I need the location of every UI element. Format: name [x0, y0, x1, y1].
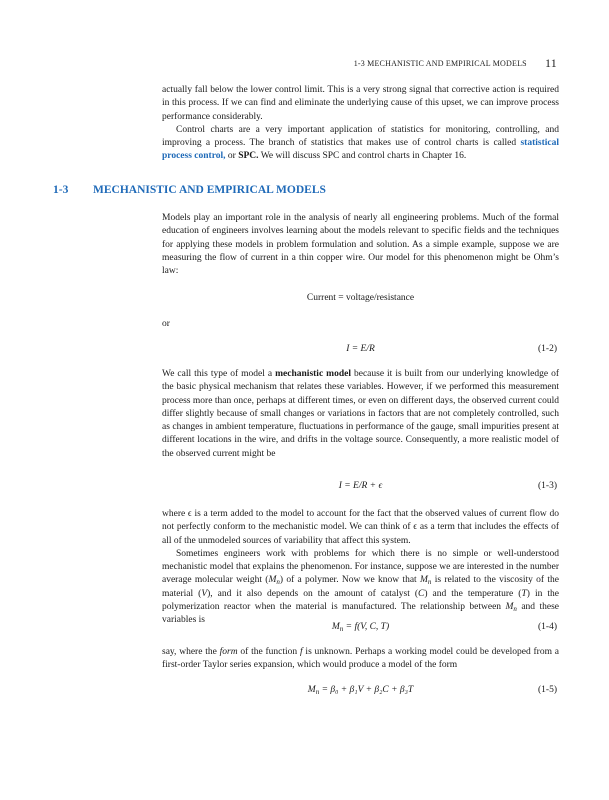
equation-label: (1-4): [538, 622, 557, 632]
section-heading: [53, 184, 326, 196]
equation-label: (1-5): [538, 685, 557, 695]
lower-paragraphs: [162, 508, 559, 628]
term-spc: SPC.: [238, 151, 259, 162]
term-mechanistic-model: mechanistic model: [275, 369, 351, 379]
top-paragraphs: [162, 84, 559, 164]
page-number: 11: [545, 56, 557, 70]
paragraph-control-charts: Control charts are a very important application of statistics for monitoring, controlling, and improving a process. The branch of statistics that makes use of control charts is called statistical process control, or SPC. We will discuss SPC and control charts in Chapter 16.: [162, 124, 559, 162]
equation-expression: I = E/R + ϵ: [338, 481, 383, 491]
equation-label: (1-3): [538, 481, 557, 491]
paragraph-control-limit: actually fall below the lower control limit. This is a very strong signal that corrective action is required in this process. If we can find and eliminate the underlying cause of this upset, we can improve process performance considerably.: [162, 85, 559, 122]
running-title: 1-3 MECHANISTIC AND EMPIRICAL MODELS: [353, 59, 527, 68]
paragraph-where: where ϵ is a term added to the model to account for the fact that the observed values of current flow do not perfectly conform to the mechanistic model. We can think of ϵ as a term that includes the effects of all of the unmodeled sources of variability that affect this system.: [162, 509, 559, 546]
equation-expression: I = E/R: [346, 344, 375, 354]
paragraph-sometimes: Sometimes engineers work with problems for which there is no simple or well-understood mechanistic model that explains the phenomenon. For instance, suppose we are interested in the number average molecular weight $(M_n)$ of a polymer. Now we know that $M_n$ is related to the viscosity of the material (V), and it also depends on the amount of catalyst (C) and the temperature (T) in the polymerization reactor when the material is manufactured. The relationship between $M_n$ and these variables is: [162, 548, 559, 626]
section-title: MECHANISTIC AND EMPIRICAL MODELS: [93, 184, 326, 196]
equation-expression: $M_n = \beta_0 + \beta_1V + \beta_2C + \beta_3T$: [307, 685, 414, 696]
paragraph-say: say, where the form of the function f is unknown. Perhaps a working model could be developed from a first-order Taylor series expansion, which would produce a model of the form: [162, 647, 559, 671]
equation-label: (1-2): [538, 344, 557, 354]
section-number: 1-3: [53, 184, 69, 196]
intro-paragraph: Models play an important role in the analysis of nearly all engineering problems. Much of the formal education of engineers involves learning about the models relevant to specific fields and the techniques for applying these models in problem formulation and solution. As a simple example, suppose we are measuring the flow of current in a thin copper wire. Our model for this phenomenon might be Ohm’s law:: [162, 213, 559, 277]
term-statistical-process-control: statistical process control,: [162, 138, 559, 162]
paragraph-mechanistic-model: We call this type of model a mechanistic model because it is built from our underlying knowledge of the basic physical mechanism that relates these variables. However, if we performed this measurement process more than once, perhaps at different times, or even on different days, the observed current could differ slightly because of small changes or variations in factors that are not completely controlled, such as changes in ambient temperature, fluctuations in performance of the gauge, small impurities present at different locations in the wire, and drifts in the voltage source. Consequently, a more realistic model of the observed current might be: [162, 369, 560, 459]
or-text: or: [162, 319, 170, 329]
equation-expression: $M_n = f(V$, C, T): [331, 622, 390, 633]
running-header: [354, 56, 557, 71]
